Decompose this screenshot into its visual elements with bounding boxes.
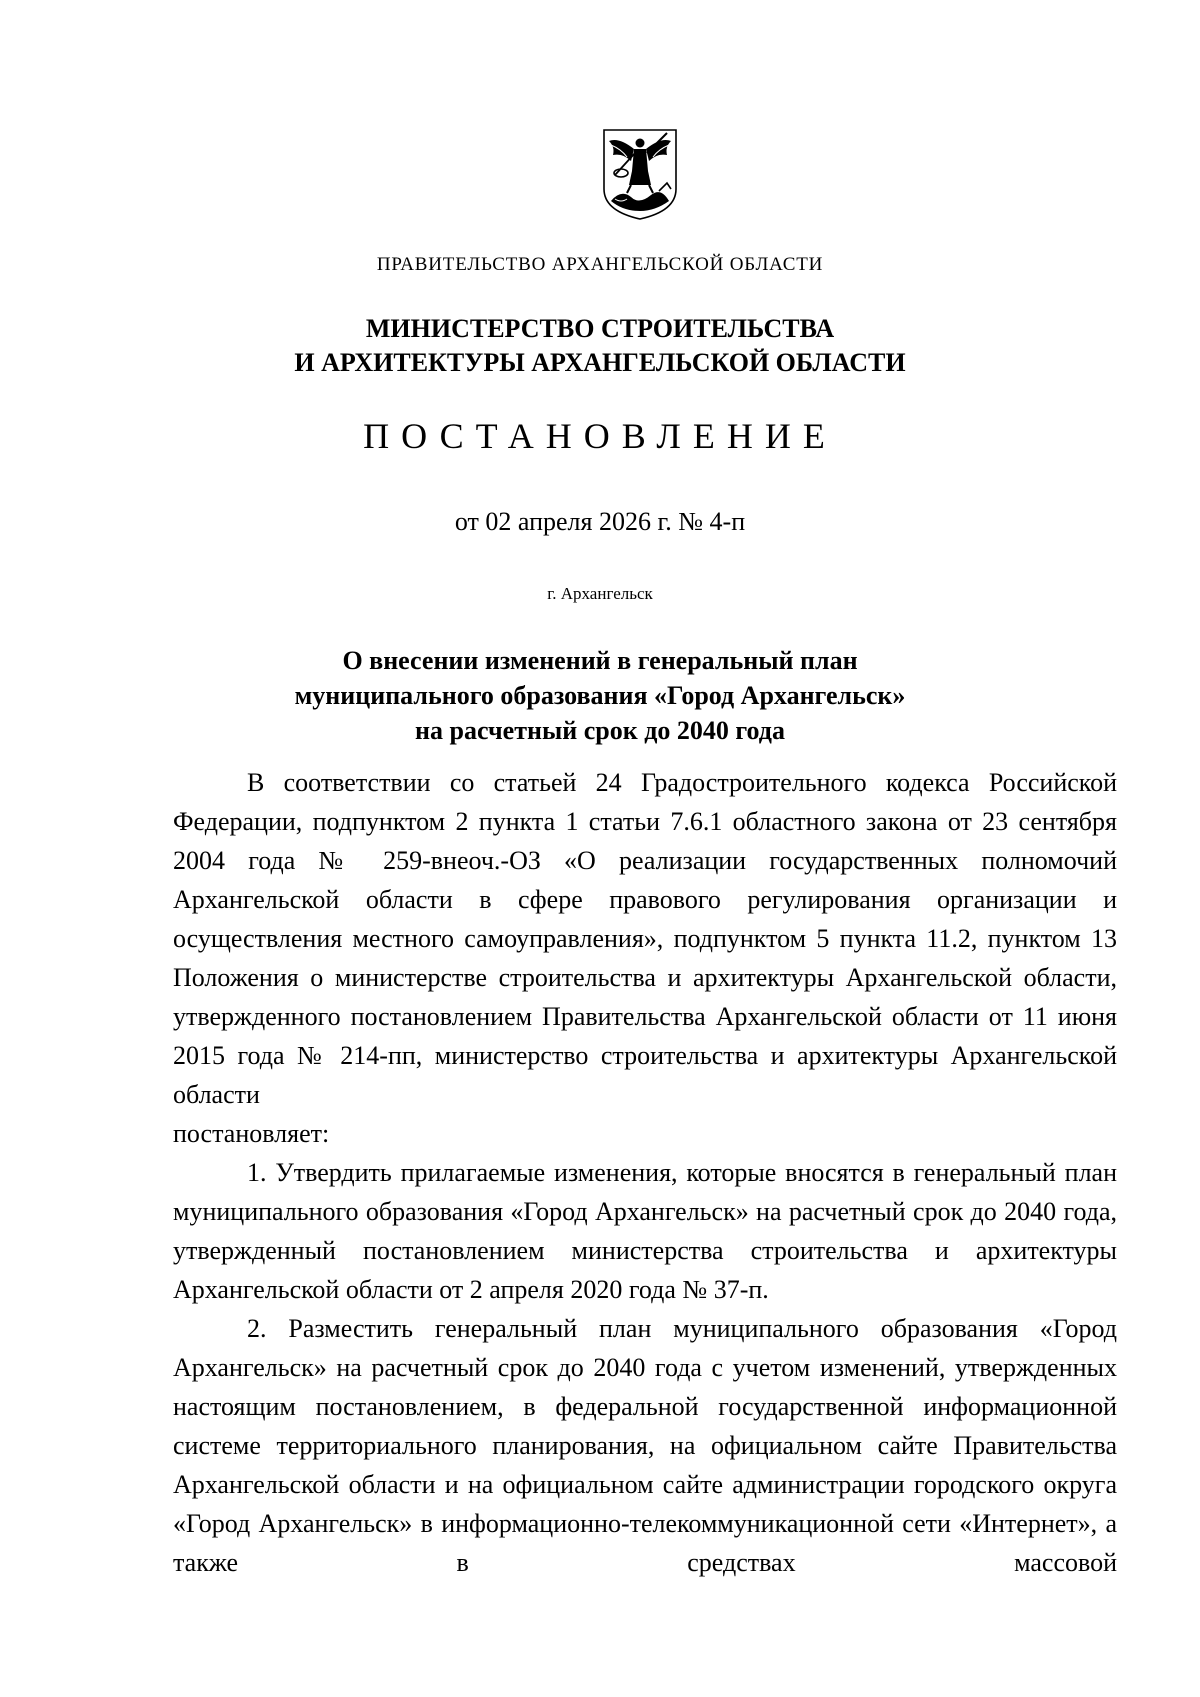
item-2-paragraph: 2. Разместить генеральный план муниципального образования «Город Архангельск» на расчетный срок до 2040 года с учетом изменений, утвержденных настоящим постановлением, в федеральной государственной информационной системе территориального планирования, на официальном сайте Правительства Архангельской области и на официальном сайте администрации городского округа «Город Архангельск» в информационно-телекоммуникационной сети «Интернет», а также в средствах массовой bbox=[173, 1314, 1117, 1577]
item-1-paragraph: 1. Утвердить прилагаемые изменения, которые вносятся в генеральный план муниципального образования «Город Архангельск» на расчетный срок до 2040 года, утвержденный постановлением министерства строительства и архитектуры Архангельской области от 2 апреля 2020 года № 37-п. bbox=[173, 1158, 1117, 1304]
government-name: ПРАВИТЕЛЬСТВО АРХАНГЕЛЬСКОЙ ОБЛАСТИ bbox=[376, 254, 824, 275]
ministry-name-line-2: И АРХИТЕКТУРЫ АРХАНГЕЛЬСКОЙ ОБЛАСТИ bbox=[294, 348, 906, 377]
document-date-number: от 02 апреля 2026 г. № 4-п bbox=[454, 507, 746, 536]
preamble-paragraph: В соответствии со статьей 24 Градостроительного кодекса Российской Федерации, подпунктом 2 пункта 1 статьи 7.6.1 областного закона от 23 сентября 2004 года № 259-внеоч.-ОЗ «О реализации государственных полномочий Архангельской области в сфере правового регулирования организации и осуществления местного самоуправления», подпунктом 5 пункта 11.2, пунктом 13 Положения о министерстве строительства и архитектуры Архангельской области, утвержденного постановлением Правительства Архангельской области от 11 июня 2015 года № 214-пп, министерство строительства и архитектуры Архангельской области bbox=[173, 768, 1117, 1109]
document-title-line-3: на расчетный срок до 2040 года bbox=[415, 716, 785, 745]
archangel-coat-of-arms-icon bbox=[601, 127, 679, 222]
document-title-line-2: муниципального образования «Город Архангельск» bbox=[294, 681, 906, 710]
preamble-resolution: постановляет: bbox=[173, 1119, 330, 1148]
document-title-line-1: О внесении изменений в генеральный план bbox=[342, 646, 858, 675]
document-body bbox=[173, 763, 1117, 1582]
document-title bbox=[0, 643, 1200, 748]
ministry-name-line-1: МИНИСТЕРСТВО СТРОИТЕЛЬСТВА bbox=[365, 314, 835, 343]
ministry-name bbox=[0, 312, 1200, 380]
document-city: г. Архангельск bbox=[547, 584, 653, 603]
document-type: ПОСТАНОВЛЕНИЕ bbox=[363, 416, 837, 456]
